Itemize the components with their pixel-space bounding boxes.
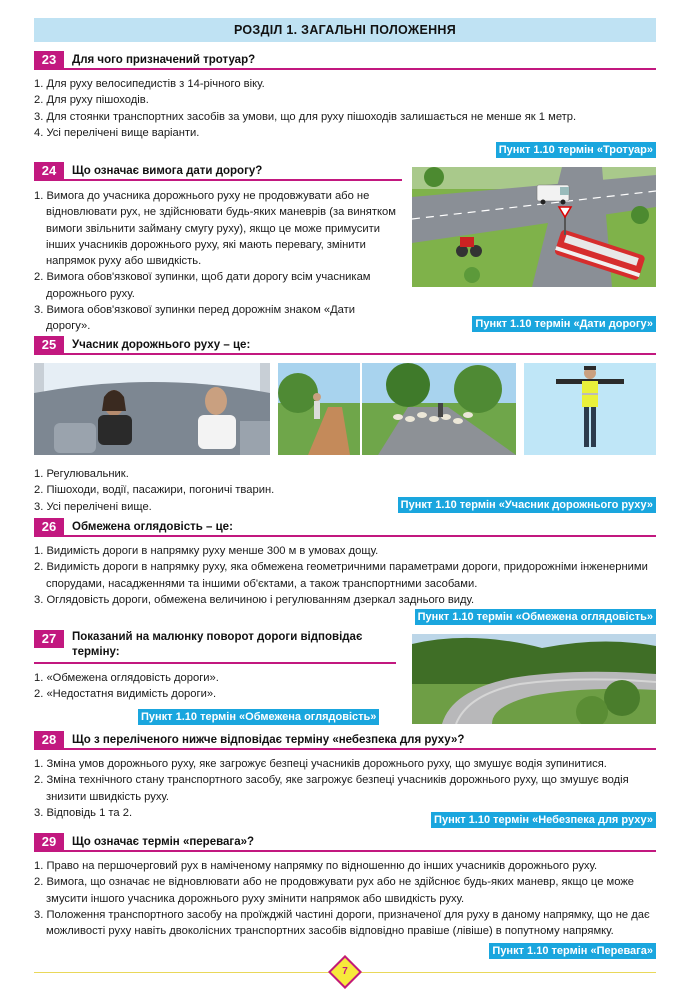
answer-option[interactable]: 1. Зміна умов дорожнього руху, яке загрожує безпеці учасників дорожнього руху, що змушує водія зупинитися.	[34, 758, 607, 770]
answer-option[interactable]: 3. Відповідь 1 та 2.	[34, 806, 133, 819]
question-28	[34, 732, 656, 821]
answer-option[interactable]: 2. Видимість дороги в напрямку руху, яка обмежена геометричними параметрами дороги, придорожніми інженерними спорудами, насадженнями та іншими об'єктами, а також транспортними засобами.	[34, 561, 648, 590]
question-header	[34, 163, 402, 181]
question-header	[34, 732, 656, 750]
answer-option[interactable]: 3. Оглядовість дороги, обмежена величиною і регулюванням дзеркал заднього виду.	[34, 593, 475, 606]
question-header	[34, 519, 656, 537]
reference-link[interactable]: Пункт 1.10 термін «Учасник дорожнього руху»	[398, 497, 656, 513]
controller-image	[524, 363, 656, 455]
reference-link[interactable]: Пункт 1.10 термін «Тротуар»	[496, 142, 656, 158]
road-curve-photo	[412, 634, 656, 724]
question-header	[34, 834, 656, 852]
question-25	[34, 337, 656, 355]
question-number: 29	[34, 833, 64, 851]
pedestrians-animals-photo	[278, 363, 516, 455]
answer-option[interactable]: 2. «Недостатня видимість дороги».	[34, 688, 217, 701]
question-29	[34, 834, 656, 939]
question-number: 25	[34, 336, 64, 354]
intersection-image	[412, 167, 656, 287]
car-passengers-photo	[34, 363, 270, 455]
question-text: Що означає вимога дати дорогу?	[72, 165, 263, 177]
road-curve-image	[412, 634, 656, 724]
answer-option[interactable]: 2. Для руху пішоходів.	[34, 94, 149, 107]
answer-list	[34, 858, 656, 939]
answer-option[interactable]: 1. Регулювальник.	[34, 468, 129, 480]
question-text: Що означає термін «перевага»?	[72, 836, 255, 848]
reference-link[interactable]: Пункт 1.10 термін «Дати дорогу»	[472, 316, 656, 332]
question-text: Що з переліченого нижче відповідає терміну «небезпека для руху»?	[72, 734, 465, 746]
reference-link[interactable]: Пункт 1.10 термін «Небезпека для руху»	[431, 812, 656, 828]
question-number: 27	[34, 630, 64, 648]
reference-link[interactable]: Пункт 1.10 термін «Перевага»	[489, 943, 656, 959]
question-number: 23	[34, 51, 64, 69]
answer-option[interactable]: 3. Для стоянки транспортних засобів за умови, що для руху пішоходів залишається не менше як 1 метр.	[34, 110, 577, 123]
answer-option[interactable]: 1. Право на першочерговий рух в наміченому напрямку по відношенню до інших учасників дорожнього руху.	[34, 860, 598, 872]
question-23	[34, 52, 656, 141]
question-number: 26	[34, 518, 64, 536]
answer-option[interactable]: 2. Пішоходи, водії, пасажири, погоничі тварин.	[34, 484, 275, 497]
question-number: 28	[34, 731, 64, 749]
answer-option[interactable]: 3. Вимога обов'язкової зупинки перед дорожнім знаком «Дати дорогу».	[34, 304, 356, 333]
question-text: Обмежена оглядовість – це:	[72, 521, 233, 533]
answer-list	[34, 670, 396, 703]
question-header	[34, 337, 656, 355]
answer-option[interactable]: 2. Вимога, що означає не відновлювати або не продовжувати рух або не здійснює будь-яких маневр, якщо це може змусити іншого учасника дорожнього руху змінити напрямок або швидкість руху.	[34, 876, 635, 905]
answer-list	[34, 188, 402, 335]
answer-option[interactable]: 3. Положення транспортного засобу на проїжджій частині дороги, призначеної для руху в даному напрямку, що не дає можливості руху навіть двоколісних транспортних засобів відповідно правіше (лівіше) в попутному напрямку.	[34, 908, 650, 938]
question-header	[34, 52, 656, 70]
question-text: Для чого призначений тротуар?	[72, 54, 256, 66]
question-text: Показаний на малюнку поворот дороги відповідає терміну:	[72, 631, 363, 658]
question-24	[34, 163, 402, 335]
question-27	[34, 630, 396, 703]
section-title: РОЗДІЛ 1. ЗАГАЛЬНІ ПОЛОЖЕННЯ	[34, 18, 656, 42]
answer-list	[34, 76, 656, 141]
answer-option[interactable]: 2. Зміна технічного стану транспортного засобу, яке загрожує безпеці учасників дорожнього руху, що змушує водія знизити швидкість руху.	[34, 774, 629, 803]
traffic-controller-photo	[524, 363, 656, 455]
pedestrians-image	[278, 363, 516, 455]
question-number: 24	[34, 162, 64, 180]
question-text: Учасник дорожнього руху – це:	[72, 339, 251, 351]
passengers-image	[34, 363, 270, 455]
intersection-illustration	[412, 167, 656, 287]
reference-link[interactable]: Пункт 1.10 термін «Обмежена оглядовість»	[138, 709, 379, 725]
reference-link[interactable]: Пункт 1.10 термін «Обмежена оглядовість»	[415, 609, 656, 625]
answer-option[interactable]: 1. Видимість дороги в напрямку руху менше 300 м в умовах дощу.	[34, 545, 379, 557]
page-number: 7	[342, 966, 348, 977]
question-header	[34, 630, 396, 664]
answer-option[interactable]: 1. Для руху велосипедистів з 14-річного віку.	[34, 78, 265, 90]
answer-option[interactable]: 4. Усі перелічені вище варіанти.	[34, 126, 200, 139]
answer-list	[34, 543, 656, 608]
answer-option[interactable]: 1. Вимога до учасника дорожнього руху не продовжувати або не відновлювати рух, не здійснювати будь-яких маневрів (за винятком вимоги звільнити займану смугу руху), якщо це може примусити інших учасників дорожнього руху, які мають перевагу, змінити напрямок руху або швидкість.	[34, 190, 396, 268]
question-26	[34, 519, 656, 608]
answer-option[interactable]: 1. «Обмежена оглядовість дороги».	[34, 672, 219, 684]
page-footer	[0, 958, 690, 988]
answer-option[interactable]: 2. Вимога обов'язкової зупинки, щоб дати дорогу всім учасникам дорожнього руху.	[34, 271, 371, 300]
answer-option[interactable]: 3. Усі перелічені вище.	[34, 500, 152, 513]
